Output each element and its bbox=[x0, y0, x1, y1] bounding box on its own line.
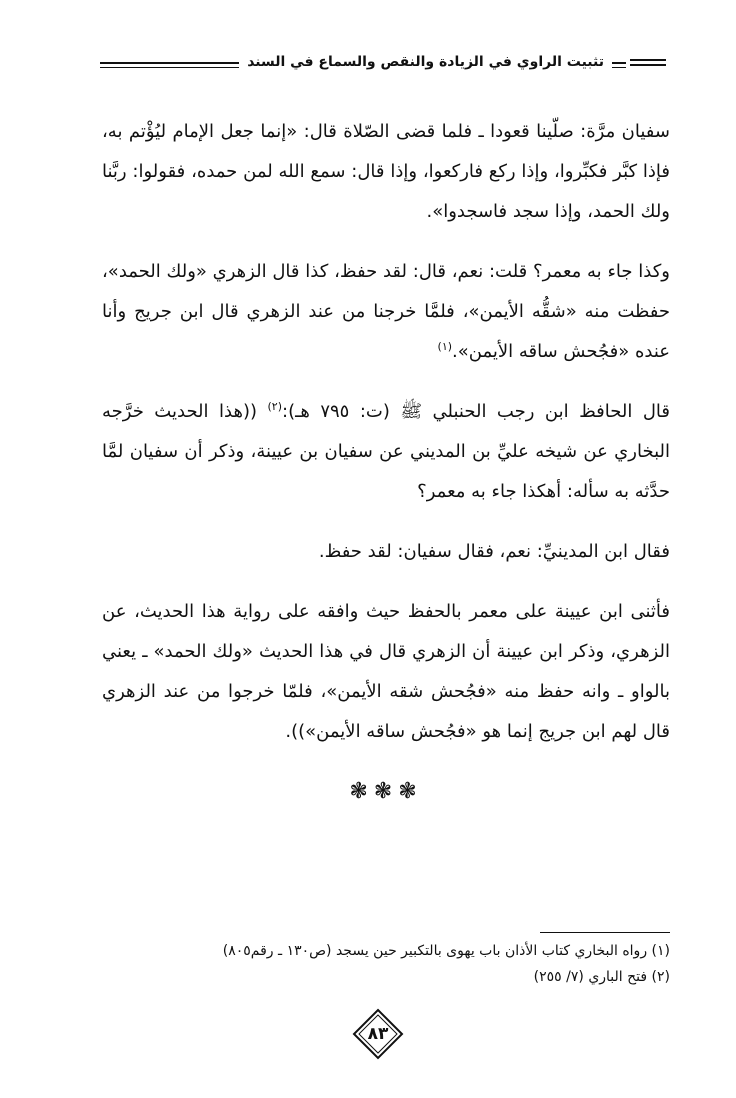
footnote-item: (٢) فتح الباري (٧/ ٢٥٥) bbox=[533, 969, 670, 985]
footnotes bbox=[110, 938, 670, 990]
footnote-item: (١) رواه البخاري كتاب الأذان باب يهوى بالتكبير حين يسجد (ص١٣٠ ـ رقم٨٠٥) bbox=[222, 943, 670, 959]
paragraph-text: سفيان مرَّة: صلّينا قعودا ـ فلما قضى الصّلاة قال: «إنما جعل الإمام ليُؤْتم به، فإذا كبَّر فكبِّروا، وإذا ركع فاركعوا، وإذا قال: سمع الله لمن حمده، فقولوا: ربَّنا ولك الحمد، وإذا سجد فاسجدوا». bbox=[102, 121, 670, 222]
paragraph-text: فقال ابن المدينيِّ: نعم، فقال سفيان: لقد حفظ. bbox=[318, 541, 670, 562]
header-title: تثبيت الراوي في الزيادة والنقص والسماع في السند bbox=[239, 50, 612, 74]
header-ornament-dash bbox=[626, 56, 670, 70]
footnote-ref[interactable]: (١) bbox=[437, 340, 453, 353]
page-number-badge bbox=[352, 1008, 404, 1060]
paragraph bbox=[102, 252, 670, 372]
section-separator: ❃❃❃ bbox=[349, 779, 423, 804]
paragraph bbox=[102, 532, 670, 572]
paragraph bbox=[102, 392, 670, 512]
paragraph bbox=[102, 112, 670, 232]
footnote-ref[interactable]: (٢) bbox=[267, 400, 282, 413]
paragraph-text: فأثنى ابن عيينة على معمر بالحفظ حيث وافقه على رواية هذا الحديث، عن الزهري، وذكر ابن عيينة أن الزهري قال في هذا الحديث «ولك الحمد» ـ يعني بالواو ـ وانه حفظ منه «فجُحش شقه الأيمن»، فلمّا خرجوا من عند الزهري قال لهم ابن جريج إنما هو «فجُحش ساقه الأيمن»)). bbox=[102, 601, 670, 742]
paragraph-text: ((هذا الحديث خرَّجه البخاري عن شيخه عليِّ بن المديني عن سفيان بن عيينة، وذكر أن سفيان لمَّا حدَّثه به سأله: أهكذا جاء به معمر؟ bbox=[102, 401, 670, 502]
paragraph bbox=[102, 592, 670, 752]
main-text bbox=[102, 112, 670, 812]
page-number: ٨٣ bbox=[367, 1024, 389, 1044]
running-header bbox=[100, 48, 670, 78]
paragraph-text: قال الحافظ ابن رجب الحنبلي ﷺ (ت: ٧٩٥ هـ): bbox=[282, 401, 670, 422]
footnote-rule bbox=[540, 932, 670, 933]
paragraph-text: وكذا جاء به معمر؟ قلت: نعم، قال: لقد حفظ، كذا قال الزهري «ولك الحمد»، حفظت منه «شقُّه الأيمن»، فلمَّا خرجنا من عند الزهري قال ابن جريج وأنا عنده «فجُحش ساقه الأيمن». bbox=[102, 261, 670, 362]
